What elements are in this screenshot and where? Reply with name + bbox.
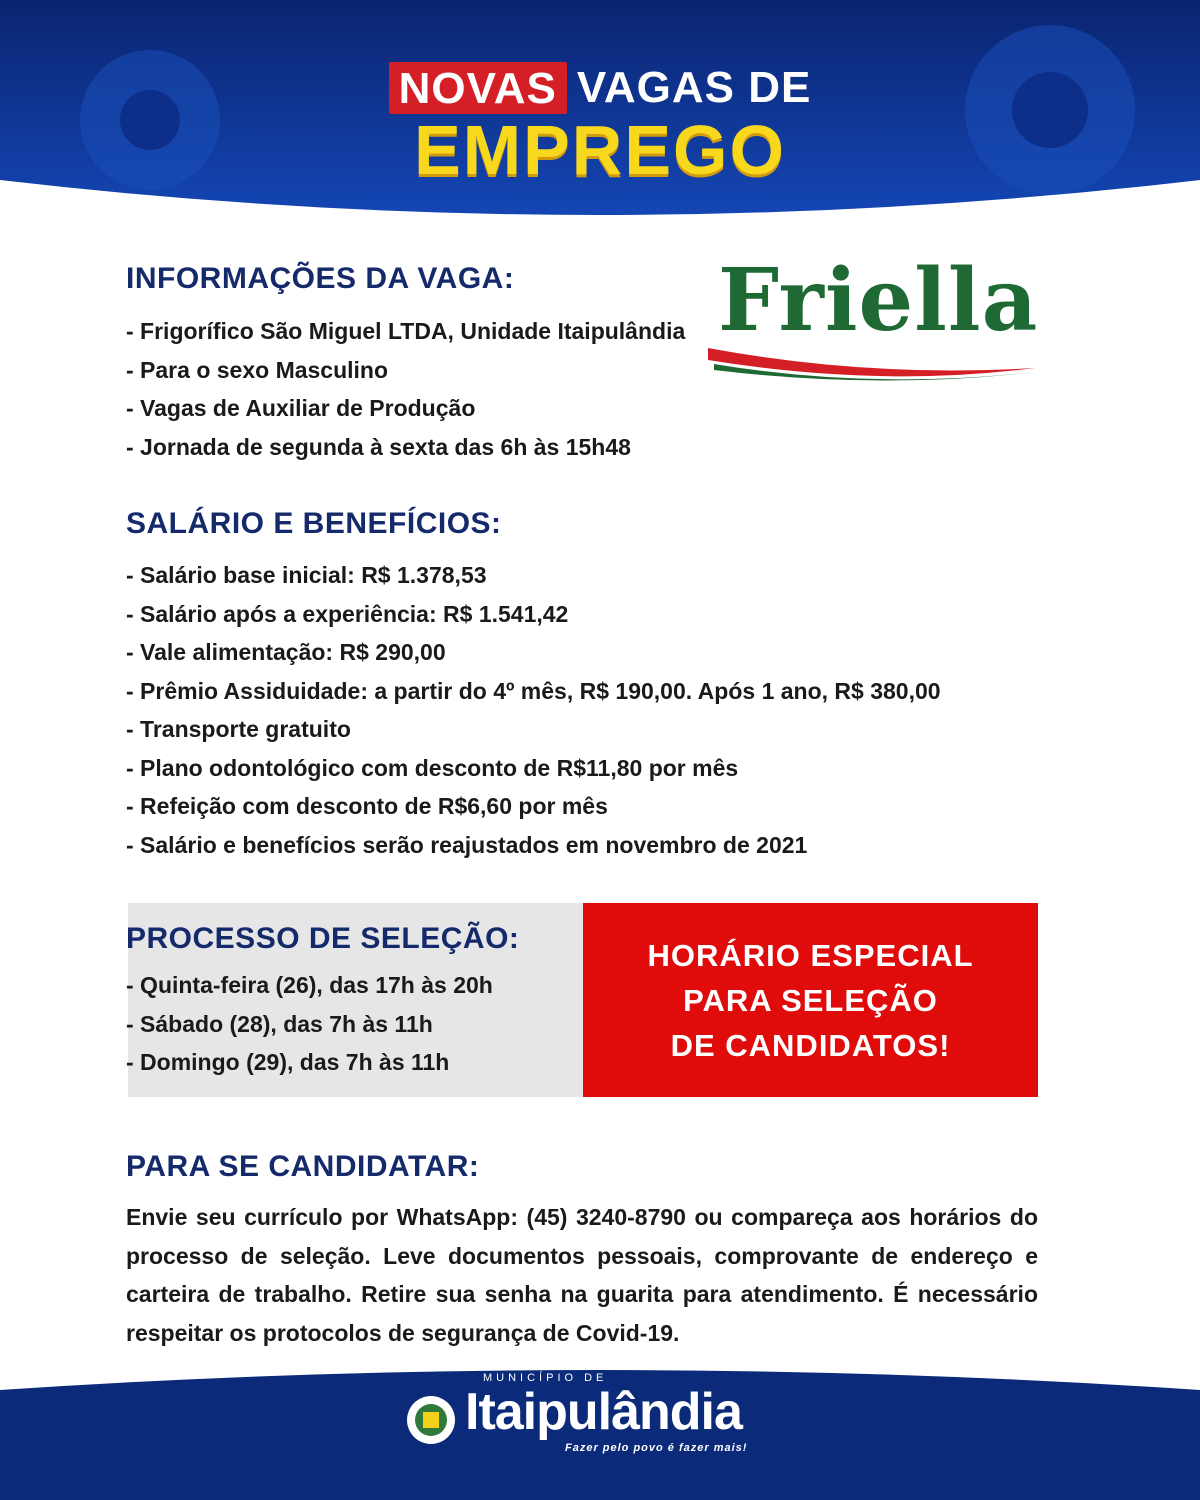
list-item: - Sábado (28), das 7h às 11h	[126, 1010, 433, 1037]
list-item: - Prêmio Assiduidade: a partir do 4º mês, R$ 190,00. Após 1 ano, R$ 380,00	[126, 677, 941, 704]
list-item: - Plano odontológico com desconto de R$11,80 por mês	[126, 754, 739, 781]
title-novas: NOVAS	[389, 62, 567, 114]
job-info-list	[126, 312, 685, 466]
list-item: - Quinta-feira (26), das 17h às 20h	[126, 972, 493, 998]
list-item: - Salário após a experiência: R$ 1.541,42	[126, 600, 569, 627]
job-info-heading: INFORMAÇÕES DA VAGA:	[126, 262, 515, 295]
apply-text: Envie seu currículo por WhatsApp: (45) 3240-8790 ou compareça aos horários do processo de seleção. Leve documentos pessoais, comprovante de endereço e carteira de trabalho. Retire sua senha na guarita para atendimento. É necessário respeitar os protocolos de segurança de Covid-19.	[126, 1204, 1038, 1346]
selection-list	[126, 966, 493, 1082]
list-item: - Jornada de segunda à sexta das 6h às 15h48	[126, 433, 631, 460]
municipality-logo	[405, 1372, 805, 1472]
list-item: - Domingo (29), das 7h às 11h	[126, 1049, 450, 1075]
special-line: HORÁRIO ESPECIAL	[647, 937, 974, 973]
title-emprego: EMPREGO	[414, 111, 786, 189]
special-hours-banner	[583, 903, 1038, 1097]
page-title	[0, 62, 1200, 190]
list-item: - Frigorífico São Miguel LTDA, Unidade Itaipulândia	[126, 318, 686, 344]
list-item: - Salário e benefícios serão reajustados em novembro de 2021	[126, 831, 808, 858]
list-item: - Refeição com desconto de R$6,60 por mês	[126, 793, 608, 819]
list-item: - Transporte gratuito	[126, 716, 351, 742]
list-item: - Para o sexo Masculino	[126, 356, 389, 383]
list-item: - Vale alimentação: R$ 290,00	[126, 639, 446, 665]
title-vagas-de: VAGAS DE	[576, 63, 812, 112]
special-line: DE CANDIDATOS!	[670, 1027, 951, 1063]
list-item: - Salário base inicial: R$ 1.378,53	[126, 562, 487, 588]
salary-list	[126, 556, 941, 864]
apply-heading: PARA SE CANDIDATAR:	[126, 1150, 480, 1183]
friella-swoosh	[700, 328, 1040, 388]
salary-heading: SALÁRIO E BENEFÍCIOS:	[126, 507, 502, 540]
municipality-name: Itaipulândia	[465, 1383, 742, 1441]
special-line: PARA SELEÇÃO	[683, 982, 938, 1018]
friella-logo	[700, 250, 1040, 390]
municipio-label: MUNICÍPIO DE	[483, 1372, 608, 1384]
crest-icon	[405, 1394, 457, 1446]
friella-wordmark: Friella	[718, 250, 1039, 351]
slogan: Fazer pelo povo é fazer mais!	[565, 1442, 748, 1454]
selection-heading: PROCESSO DE SELEÇÃO:	[126, 922, 520, 955]
list-item: - Vagas de Auxiliar de Produção	[126, 395, 476, 421]
